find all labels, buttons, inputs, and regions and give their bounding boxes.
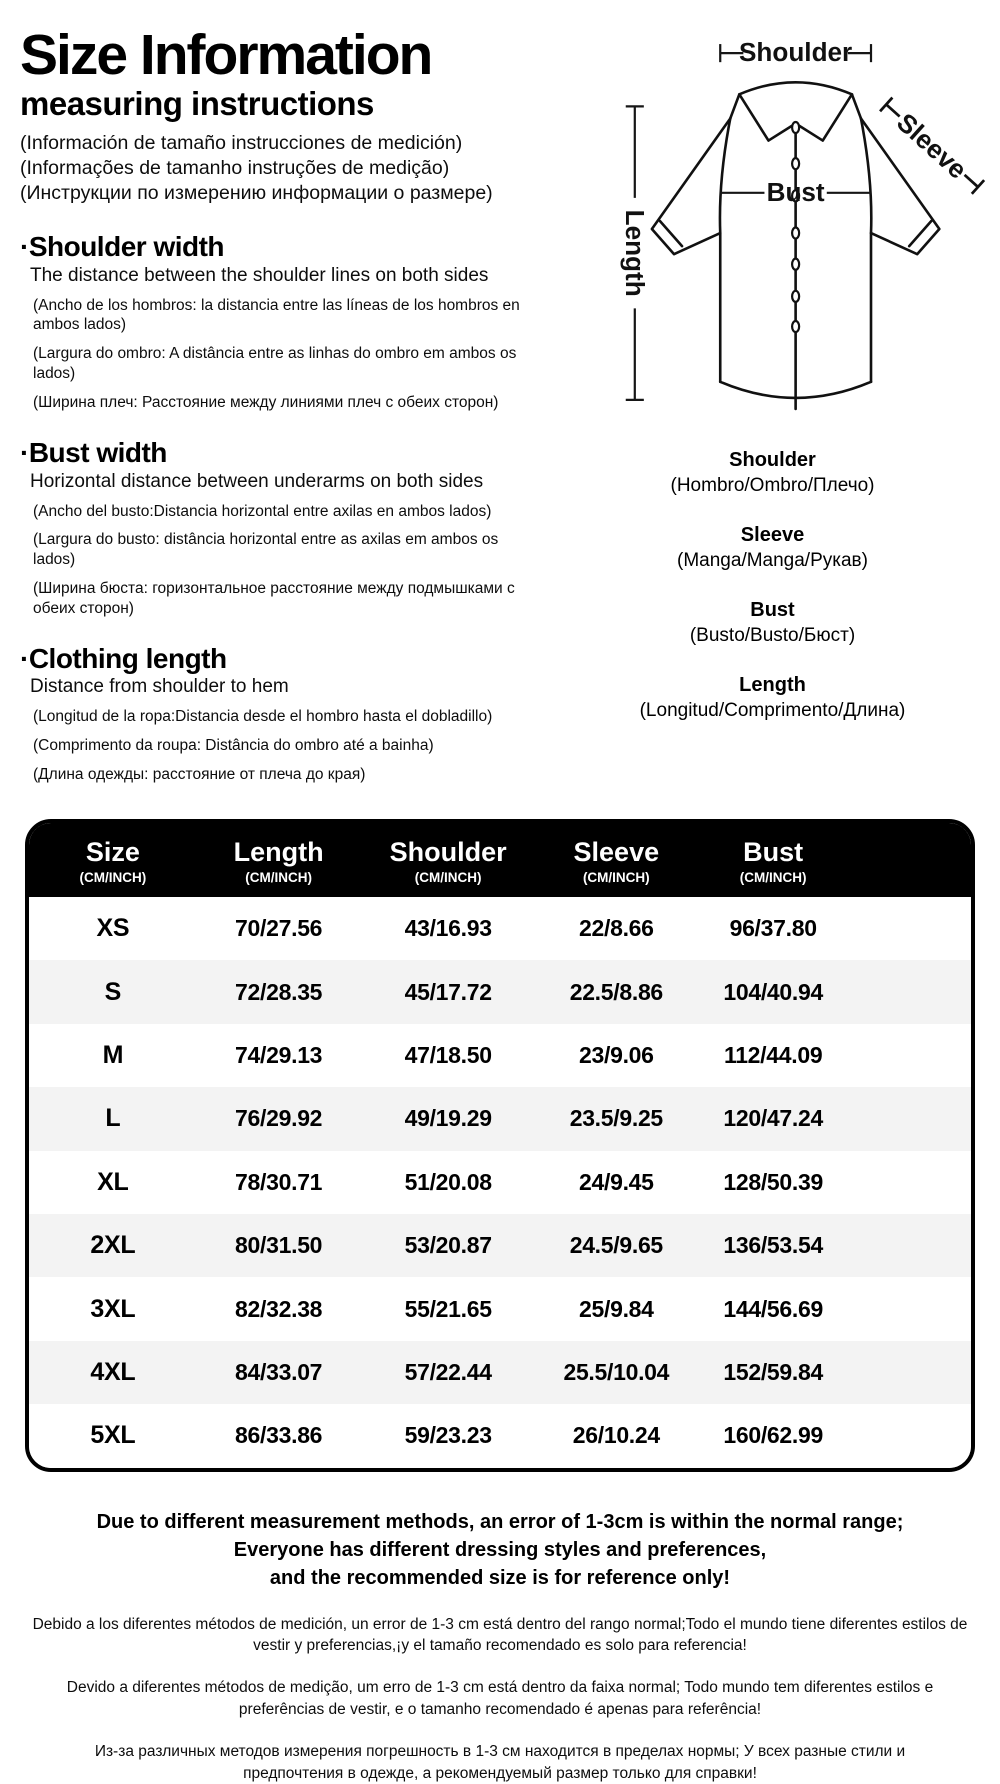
column-name: Size: [85, 836, 140, 867]
collar-outline: [739, 82, 852, 94]
table-row-4xl: [29, 1341, 971, 1404]
top-area: [0, 0, 1000, 785]
right-shoulder-seam: [852, 94, 861, 118]
section-shoulder-width: [20, 232, 545, 413]
section-description: Horizontal distance between underarms on both sides: [30, 470, 484, 492]
button: [792, 321, 799, 332]
column-header-sleeve: [536, 837, 697, 885]
title-translation-ru: (Инструкции по измерению информации о размере): [20, 182, 493, 205]
bust-cell: 128/50.39: [723, 1168, 823, 1195]
section-translation-pt: (Largura do busto: distância horizontal entre as axilas em ambos os lados): [33, 531, 499, 569]
diagram-column: [545, 0, 1000, 785]
size-cell: XL: [97, 1167, 129, 1196]
section-clothing-length: [20, 644, 545, 785]
instructions-column: [0, 0, 545, 785]
length-measure: [620, 106, 650, 399]
column-name: Sleeve: [573, 836, 660, 867]
disclaimer-pt: Devido a diferentes métodos de medição, um erro de 1-3 cm está dentro da faixa normal; Todo mundo tem diferentes estilos e preferências de vestir, e o tamanho recomendado é apenas para referência!: [66, 1679, 934, 1718]
section-heading: ·Clothing length: [20, 642, 227, 674]
disclaimer-es: Debido a los diferentes métodos de medición, un error de 1-3 cm está dentro del rango normal;Todo el mundo tiene diferentes estilos de vestir y preferencias,¡y el tamaño recomendado es solo para referencia!: [32, 1615, 968, 1655]
length-cell: 72/28.35: [235, 978, 323, 1005]
section-description: The distance between the shoulder lines on both sides: [30, 264, 489, 286]
legend-item-length: [545, 674, 1000, 722]
button: [792, 228, 799, 239]
table-row-m: [29, 1024, 971, 1087]
bust-cell: 160/62.99: [723, 1422, 823, 1449]
sleeve-cell: 24.5/9.65: [569, 1232, 663, 1259]
shoulder-cell: 59/23.23: [404, 1422, 492, 1449]
section-heading: ·Bust width: [20, 436, 167, 468]
page-subtitle: measuring instructions: [20, 85, 374, 123]
page-title: Size Information: [20, 23, 432, 87]
length-cell: 86/33.86: [235, 1422, 323, 1449]
disclaimer-ru: Из-за различных методов измерения погрешность в 1-3 см находится в пределах нормы; У всех разные стили и предпочтения в одежде, а рекомендуемый размер только для справки!: [94, 1743, 906, 1782]
table-row-2xl: [29, 1214, 971, 1277]
diagram-legend: [545, 449, 1000, 722]
table-row-5xl: [29, 1404, 971, 1467]
bust-cell: 136/53.54: [723, 1232, 823, 1259]
legend-translation: (Busto/Busto/Бюст): [689, 625, 856, 646]
button: [792, 259, 799, 270]
size-cell: XS: [96, 914, 130, 943]
legend-term: Length: [739, 674, 806, 696]
button: [792, 122, 799, 133]
legend-term: Shoulder: [729, 449, 816, 471]
size-table: [25, 819, 975, 1472]
length-cell: 76/29.92: [235, 1105, 323, 1132]
table-row-xs: [29, 897, 971, 960]
sleeve-cell: 22/8.66: [579, 915, 654, 942]
legend-translation: (Manga/Manga/Рукав): [677, 550, 868, 571]
sleeve-cell: 23.5/9.25: [569, 1105, 663, 1132]
bust-cell: 104/40.94: [723, 978, 823, 1005]
legend-item-bust: [545, 599, 1000, 647]
disclaimer-en-line-2: Everyone has different dressing styles and preferences,: [233, 1538, 767, 1561]
section-heading: ·Shoulder width: [20, 230, 225, 262]
column-header-bust: [697, 837, 850, 885]
shoulder-cell: 43/16.93: [404, 915, 492, 942]
shoulder-label: Shoulder: [739, 37, 853, 68]
bust-label: Bust: [766, 176, 825, 207]
size-cell: 5XL: [90, 1421, 136, 1450]
legend-item-shoulder: [545, 449, 1000, 497]
size-cell: L: [105, 1104, 121, 1133]
left-shoulder-seam: [730, 94, 739, 118]
length-cell: 74/29.13: [235, 1041, 323, 1068]
bust-cell: 112/44.09: [723, 1041, 823, 1068]
collar-right-flap: [796, 94, 852, 140]
title-translation-es: (Información de tamaño instrucciones de medición): [20, 131, 463, 154]
section-translation-es: (Ancho de los hombros: la distancia entre las líneas de los hombros en ambos lados): [33, 296, 520, 334]
legend-translation: (Hombro/Ombro/Плечо): [670, 475, 875, 496]
size-table-body: [29, 897, 971, 1468]
title-translation-pt: (Informações de tamanho instruções de medição): [20, 157, 450, 180]
column-name: Bust: [743, 836, 804, 867]
section-translation-ru: (Длина одежды: расстояние от плеча до края): [33, 766, 366, 784]
section-translation-ru: (Ширина бюста: горизонтальное расстояние между подмышками с обеих сторон): [33, 580, 515, 617]
table-row-xl: [29, 1151, 971, 1214]
sleeve-cell: 26/10.24: [572, 1422, 660, 1449]
length-cell: 78/30.71: [235, 1168, 323, 1195]
size-cell: 2XL: [90, 1231, 136, 1260]
section-bust-width: [20, 438, 545, 619]
column-header-size: [29, 837, 197, 885]
shoulder-cell: 51/20.08: [404, 1168, 492, 1195]
legend-item-sleeve: [545, 524, 1000, 572]
shoulder-cell: 55/21.65: [404, 1295, 492, 1322]
button: [792, 158, 799, 169]
table-row-l: [29, 1087, 971, 1150]
shoulder-cell: 47/18.50: [404, 1041, 492, 1068]
shirt-diagram: [550, 30, 995, 422]
legend-term: Sleeve: [740, 524, 805, 546]
section-translation-pt: (Comprimento da roupa: Distância do ombro até a bainha): [33, 737, 434, 755]
button: [792, 291, 799, 302]
shoulder-cell: 57/22.44: [404, 1358, 492, 1385]
column-unit: (CM/INCH): [245, 870, 312, 885]
shoulder-cell: 45/17.72: [404, 978, 492, 1005]
disclaimer-en-line-3: and the recommended size is for reference only!: [269, 1567, 731, 1590]
section-translation-pt: (Largura do ombro: A distância entre as linhas do ombro em ambos os lados): [33, 345, 517, 383]
bust-cell: 144/56.69: [723, 1295, 823, 1322]
column-unit: (CM/INCH): [582, 870, 650, 885]
size-table-header: [29, 823, 971, 897]
table-row-3xl: [29, 1277, 971, 1340]
title-translations: [20, 131, 545, 207]
sleeve-cell: 25/9.84: [579, 1295, 654, 1322]
length-label: Length: [619, 209, 650, 297]
size-cell: 4XL: [90, 1357, 136, 1386]
section-description: Distance from shoulder to hem: [30, 676, 289, 698]
sleeve-label: ⊢Sleeve⊣: [873, 91, 991, 201]
sleeve-measure: [873, 91, 990, 201]
collar-left-flap: [739, 94, 795, 140]
legend-term: Bust: [750, 599, 795, 621]
section-translation-ru: (Ширина плеч: Расстояние между линиями плеч с обеих сторон): [33, 393, 499, 411]
table-row-s: [29, 960, 971, 1023]
left-sleeve: [652, 118, 730, 254]
length-cell: 70/27.56: [235, 915, 323, 942]
length-cell: 82/32.38: [235, 1295, 323, 1322]
column-name: Shoulder: [389, 836, 507, 867]
shoulder-cell: 53/20.87: [404, 1232, 492, 1259]
length-cell: 84/33.07: [235, 1358, 323, 1385]
size-cell: 3XL: [90, 1294, 136, 1323]
column-header-length: [197, 837, 361, 885]
shoulder-cell: 49/19.29: [404, 1105, 492, 1132]
section-translation-es: (Ancho del busto:Distancia horizontal entre axilas en ambos lados): [33, 502, 492, 520]
length-cell: 80/31.50: [235, 1232, 323, 1259]
sleeve-cell: 22.5/8.86: [569, 978, 663, 1005]
legend-translation: (Longitud/Comprimento/Длина): [639, 700, 906, 721]
section-translation-es: (Longitud de la ropa:Distancia desde el hombro hasta el dobladillo): [33, 708, 493, 726]
bust-cell: 96/37.80: [729, 915, 817, 942]
column-name: Length: [233, 836, 324, 867]
disclaimer-en-line-1: Due to different measurement methods, an error of 1-3cm is within the normal range;: [96, 1510, 904, 1533]
shoulder-measure: [720, 37, 871, 67]
column-unit: (CM/INCH): [414, 870, 482, 885]
left-body-side: [720, 118, 730, 381]
size-cell: M: [102, 1040, 124, 1069]
column-unit: (CM/INCH): [79, 870, 147, 885]
bust-cell: 152/59.84: [723, 1358, 823, 1385]
disclaimer: [0, 1508, 1000, 1784]
size-cell: S: [104, 977, 122, 1006]
right-body-side: [861, 118, 871, 381]
column-header-shoulder: [361, 837, 536, 885]
column-unit: (CM/INCH): [739, 870, 807, 885]
bust-cell: 120/47.24: [723, 1105, 823, 1132]
sleeve-cell: 23/9.06: [579, 1041, 654, 1068]
sleeve-cell: 25.5/10.04: [563, 1358, 670, 1385]
sleeve-cell: 24/9.45: [579, 1168, 654, 1195]
